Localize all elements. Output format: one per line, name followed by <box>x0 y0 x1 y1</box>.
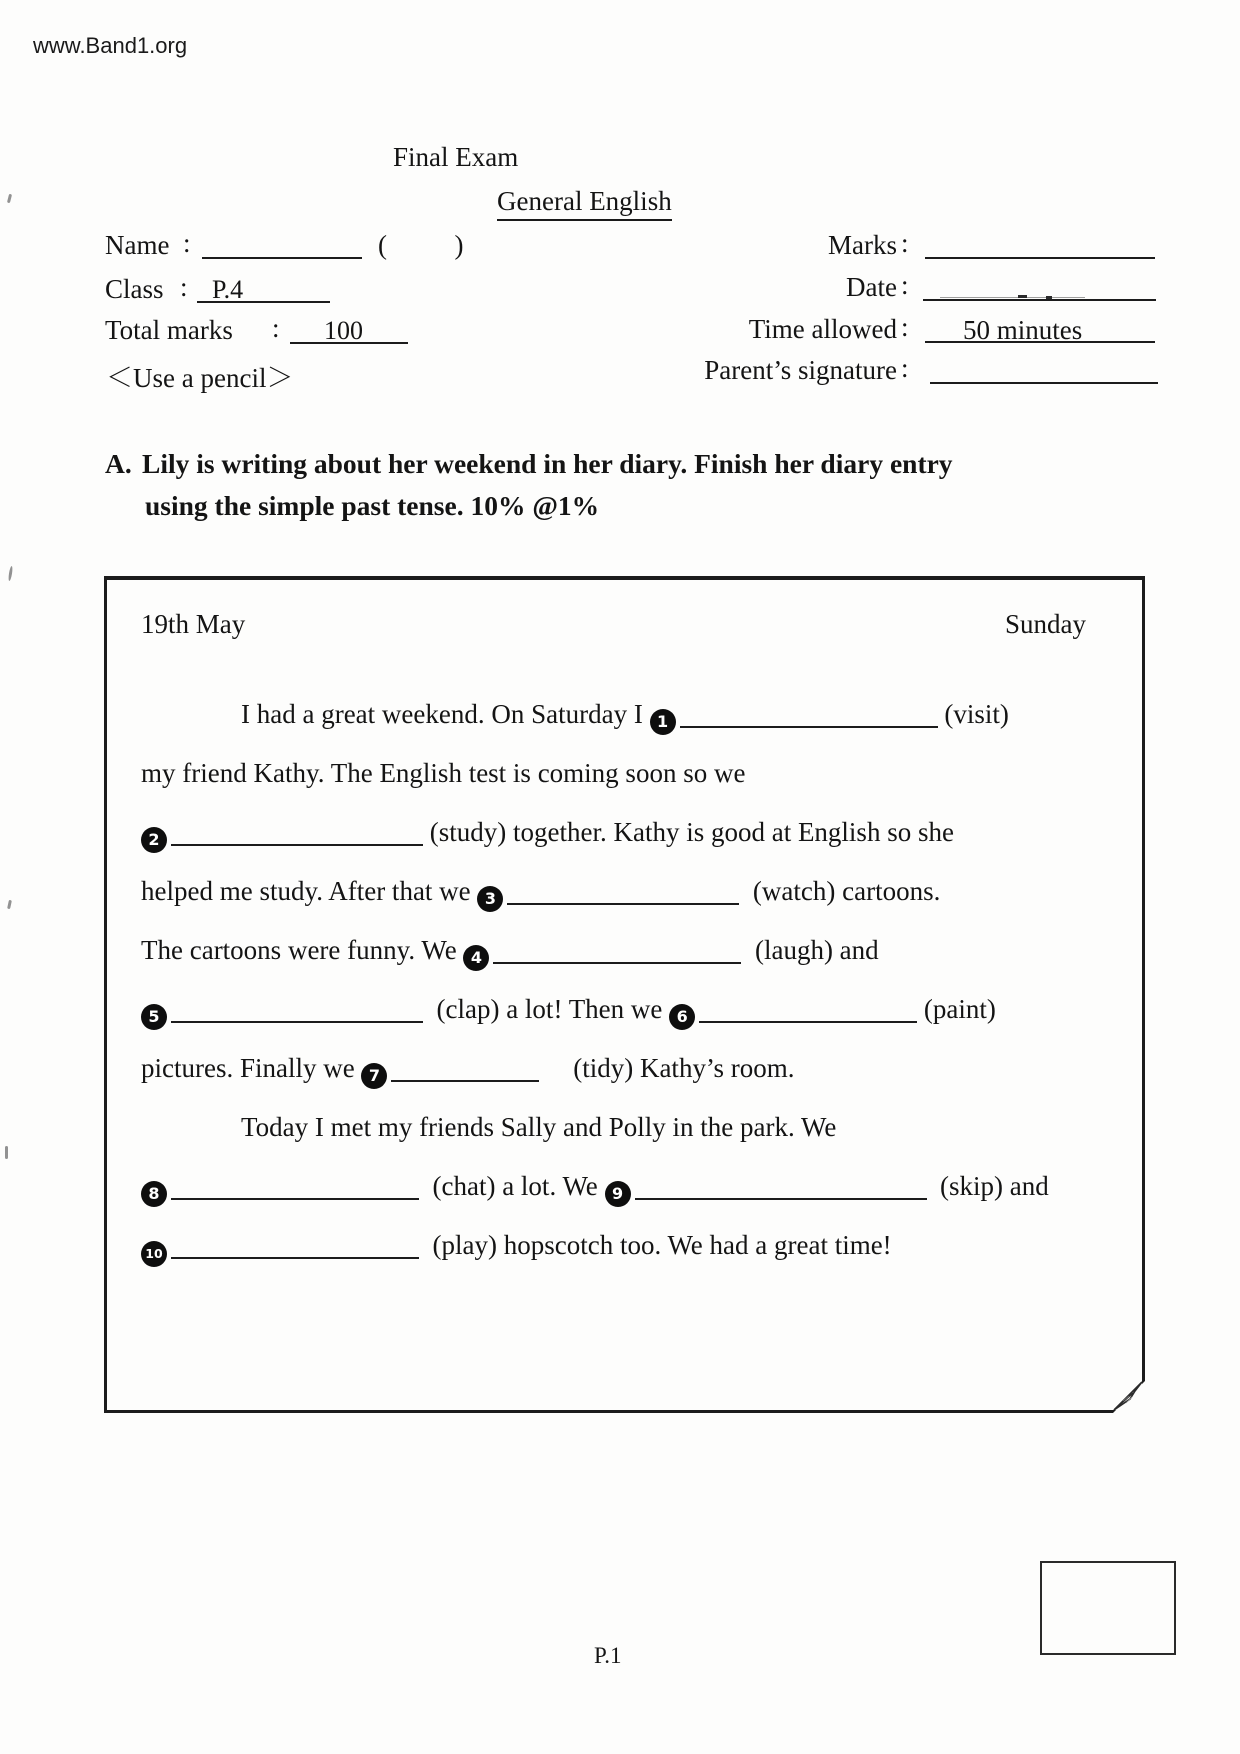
diary-text: (clap) a lot! Then we <box>423 994 670 1024</box>
blank-number-badge: 10 <box>141 1241 167 1267</box>
scan-artifact <box>8 566 13 581</box>
name-class-number-parens: ( ) <box>378 230 464 260</box>
blank-number-badge: 1 <box>650 709 676 735</box>
marks-label: Marks <box>828 230 897 260</box>
diary-day: Sunday <box>1005 609 1086 639</box>
diary-text: (tidy) Kathy’s room. <box>539 1053 795 1083</box>
section-a-label: A. <box>105 448 132 479</box>
answer-blank[interactable] <box>680 704 938 728</box>
scan-artifact <box>7 194 12 203</box>
site-watermark: www.Band1.org <box>33 33 188 58</box>
total-marks-value: 100 <box>324 316 363 345</box>
name-colon: : <box>183 228 191 258</box>
diary-line <box>141 1216 1086 1275</box>
class-value: P.4 <box>212 275 244 304</box>
blank-number-badge: 2 <box>141 827 167 853</box>
section-a-heading <box>105 443 1165 527</box>
diary-line <box>141 862 1086 921</box>
blank-number-badge: 7 <box>361 1063 387 1089</box>
marks-blank-line[interactable] <box>925 230 1155 259</box>
class-label: Class <box>105 274 164 304</box>
parent-signature-colon: : <box>901 353 909 383</box>
diary-text: helped me study. After that we <box>141 876 478 906</box>
diary-text: my friend Kathy. The English test is coming soon so we <box>141 758 746 788</box>
diary-text: (laugh) and <box>741 935 879 965</box>
date-colon: : <box>901 270 909 300</box>
answer-blank[interactable] <box>171 999 423 1023</box>
diary-text: (study) together. Kathy is good at English so she <box>423 817 954 847</box>
diary-line <box>141 1039 1086 1098</box>
diary-line <box>141 744 1086 803</box>
diary-text: (visit) <box>937 699 1009 729</box>
name-label: Name <box>105 230 170 260</box>
date-label: Date <box>846 272 897 302</box>
diary-text: (watch) cartoons. <box>739 876 941 906</box>
scan-artifact <box>7 900 12 909</box>
blank-number-badge: 9 <box>605 1181 631 1207</box>
blank-number-badge: 5 <box>141 1004 167 1030</box>
blank-number-badge: 3 <box>477 886 503 912</box>
diary-body <box>141 685 1086 1275</box>
time-allowed-colon: : <box>901 312 909 342</box>
answer-blank[interactable] <box>493 940 741 964</box>
class-colon: : <box>180 272 188 302</box>
diary-text: (play) hopscotch too. We had a great time! <box>419 1230 892 1260</box>
answer-blank[interactable] <box>391 1058 539 1082</box>
total-marks-label: Total marks <box>105 315 233 345</box>
time-allowed-label: Time allowed <box>748 314 897 344</box>
diary-text: The cartoons were funny. We <box>141 935 464 965</box>
diary-date: 19th May <box>141 609 246 639</box>
diary-line <box>141 980 1086 1039</box>
diary-text: I had a great weekend. On Saturday I <box>241 699 650 729</box>
diary-text: pictures. Finally we <box>141 1053 362 1083</box>
diary-text: (skip) and <box>926 1171 1049 1201</box>
parent-signature-blank-line[interactable] <box>930 355 1158 384</box>
answer-blank[interactable] <box>699 999 917 1023</box>
diary-text: (chat) a lot. We <box>419 1171 605 1201</box>
answer-blank[interactable] <box>171 1235 419 1259</box>
blank-number-badge: 8 <box>141 1181 167 1207</box>
marks-colon: : <box>901 228 909 258</box>
section-a-instruction-line1: Lily is writing about her weekend in her diary. Finish her diary entry <box>142 448 953 479</box>
diary-line <box>141 1157 1086 1216</box>
diary-line <box>141 803 1086 862</box>
diary-date-row <box>141 607 1086 641</box>
diary-text: Today I met my friends Sally and Polly in the park. We <box>241 1112 837 1142</box>
total-marks-colon: : <box>272 313 280 343</box>
diary-box <box>104 576 1145 1413</box>
pencil-note: ＜Use a pencil＞ <box>106 363 294 393</box>
scan-artifact <box>5 1146 8 1159</box>
diary-text: (paint) <box>917 994 996 1024</box>
page-number: P.1 <box>594 1643 622 1668</box>
answer-blank[interactable] <box>171 1176 419 1200</box>
marks-score-box[interactable] <box>1040 1561 1176 1655</box>
blank-number-badge: 4 <box>463 945 489 971</box>
diary-line <box>141 1098 1086 1157</box>
answer-blank[interactable] <box>507 881 739 905</box>
answer-blank[interactable] <box>635 1176 927 1200</box>
diary-line <box>141 685 1086 744</box>
section-a-instruction-line2: using the simple past tense. 10% @1% <box>145 490 600 521</box>
page-curl-fold <box>1099 1367 1145 1413</box>
exam-title: Final Exam <box>393 142 519 172</box>
blank-number-badge: 6 <box>669 1004 695 1030</box>
time-allowed-value: 50 minutes <box>963 315 1083 345</box>
answer-blank[interactable] <box>171 822 423 846</box>
exam-subject: General English <box>497 186 672 221</box>
pen-mark <box>940 297 1085 298</box>
name-blank-line[interactable] <box>202 230 362 259</box>
parent-signature-label: Parent’s signature <box>704 355 897 385</box>
diary-line <box>141 921 1086 980</box>
